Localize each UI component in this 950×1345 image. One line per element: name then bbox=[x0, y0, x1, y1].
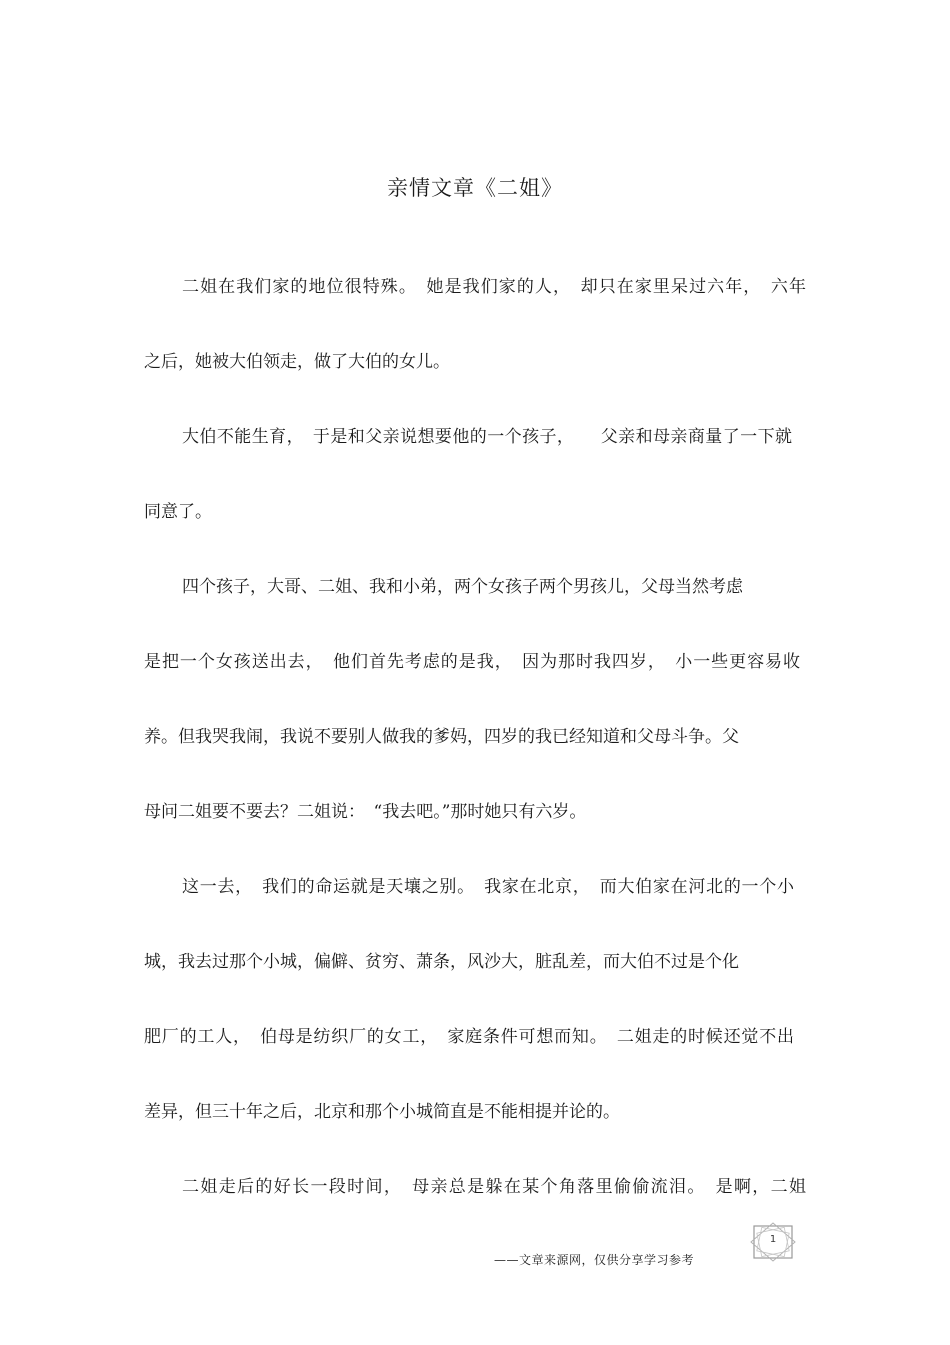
text-line-13: 二姐走后的好长一段时间， 母亲总是躲在某个角落里偷偷流泪。 是啊，二姐 bbox=[182, 1177, 806, 1197]
text-line-9: 这一去， 我们的命运就是天壤之别。 我家在北京， 而大伯家在河北的一个小 bbox=[182, 877, 794, 897]
page-number: 1 bbox=[769, 1234, 777, 1245]
source-footer: ——文章来源网，仅供分享学习参考 bbox=[494, 1253, 695, 1267]
text-line-3: 大伯不能生育， 于是和父亲说想要他的一个孩子， 父亲和母亲商量了一下就 bbox=[182, 427, 792, 447]
article-title: 亲情文章《二姐》 bbox=[387, 176, 563, 200]
text-line-6: 是把一个女孩送出去， 他们首先考虑的是我， 因为那时我四岁， 小一些更容易收 bbox=[144, 652, 800, 672]
page-number-badge bbox=[750, 1222, 796, 1262]
text-line-7: 养。但我哭我闹，我说不要别人做我的爹妈，四岁的我已经知道和父母斗争。父 bbox=[144, 727, 739, 747]
text-line-11: 肥厂的工人， 伯母是纺织厂的女工， 家庭条件可想而知。 二姐走的时候还觉不出 bbox=[144, 1027, 794, 1047]
text-line-2: 之后，她被大伯领走，做了大伯的女儿。 bbox=[144, 352, 450, 372]
text-line-10: 城，我去过那个小城，偏僻、贫穷、萧条，风沙大，脏乱差，而大伯不过是个化 bbox=[144, 952, 739, 972]
text-line-12: 差异，但三十年之后，北京和那个小城简直是不能相提并论的。 bbox=[144, 1102, 620, 1122]
text-line-1: 二姐在我们家的地位很特殊。 她是我们家的人， 却只在家里呆过六年， 六年 bbox=[182, 277, 806, 297]
text-line-5: 四个孩子，大哥、二姐、我和小弟，两个女孩子两个男孩儿，父母当然考虑 bbox=[182, 577, 743, 597]
text-line-8: 母问二姐要不要去？二姐说： “我去吧。”那时她只有六岁。 bbox=[144, 802, 587, 822]
text-line-4: 同意了。 bbox=[144, 502, 212, 522]
